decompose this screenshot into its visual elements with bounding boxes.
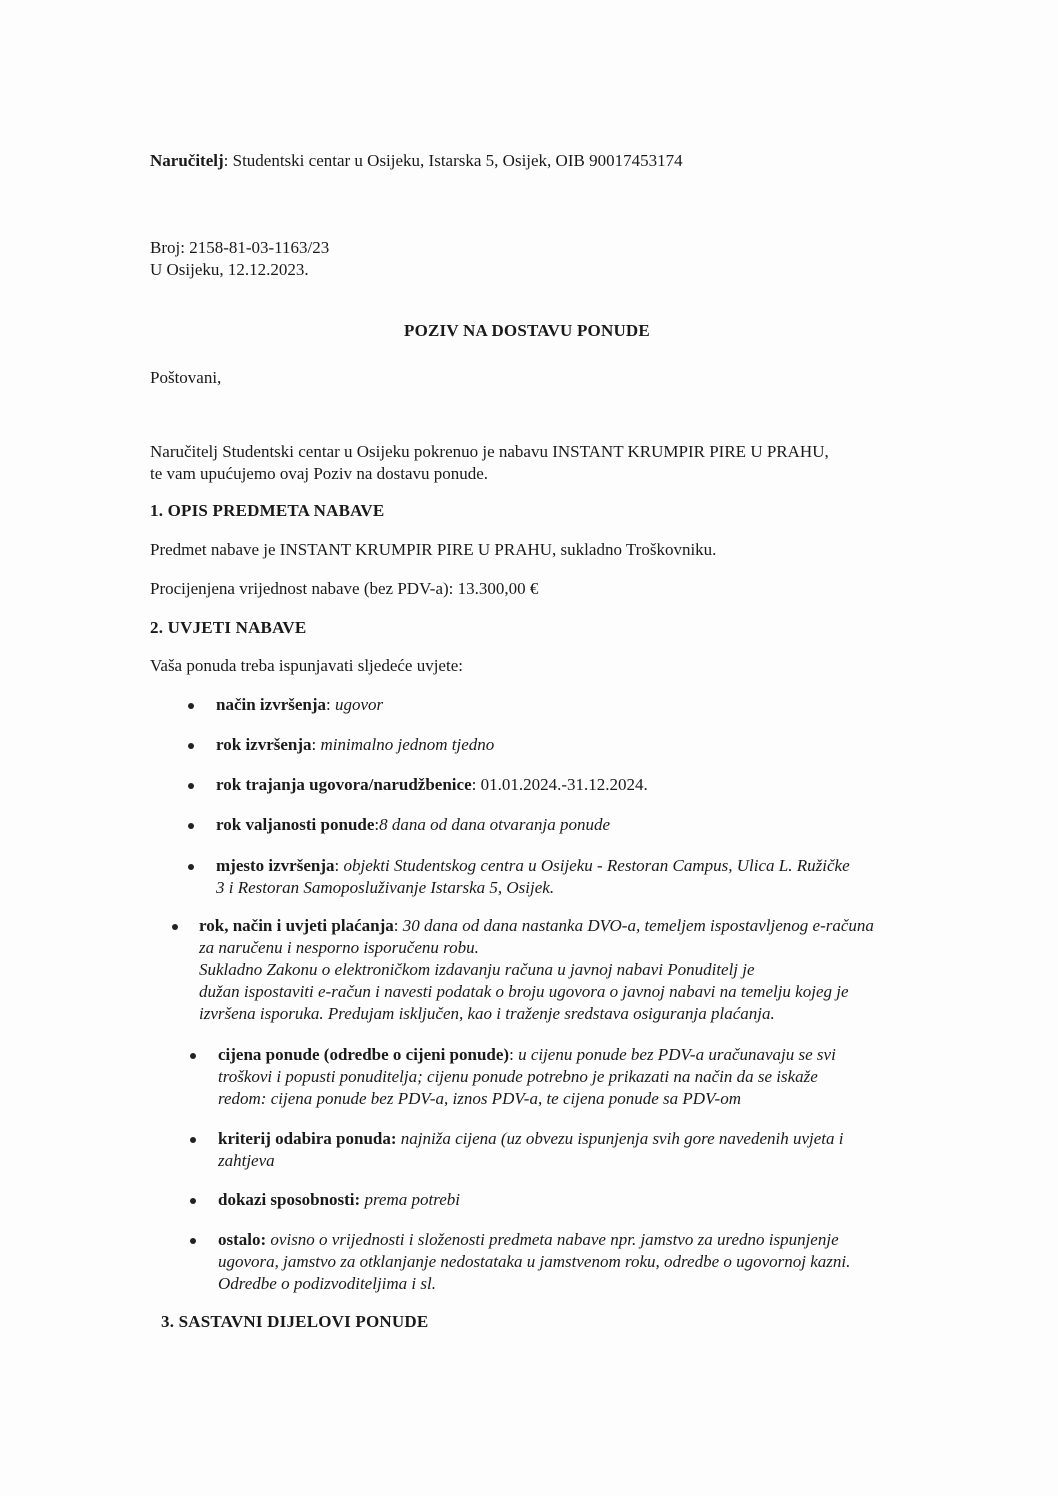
section-2-heading: 2. UVJETI NABAVE bbox=[150, 618, 307, 637]
intro-line-2: te vam upućujemo ovaj Poziv na dostavu ponude. bbox=[150, 464, 489, 483]
bullet-icon bbox=[190, 1198, 196, 1204]
condition-other-line-2: ugovora, jamstvo za otklanjanje nedostataka u jamstvenom roku, odredbe o ugovornoj kazni. bbox=[218, 1252, 851, 1271]
section-1-heading: 1. OPIS PREDMETA NABAVE bbox=[150, 501, 385, 520]
estimated-value: Procijenjena vrijednost nabave (bez PDV-a): 13.300,00 € bbox=[150, 579, 539, 598]
reference-number: Broj: 2158-81-03-1163/23 bbox=[150, 238, 330, 257]
bullet-icon bbox=[188, 743, 194, 749]
condition-price-line-2: troškovi i popusti ponuditelja; cijenu ponude potrebno je prikazati na način da se iskaže bbox=[218, 1067, 818, 1086]
condition-execution-method: način izvršenja: ugovor bbox=[216, 695, 384, 714]
condition-other: ostalo: ovisno o vrijednosti i složenosti predmeta nabave npr. jamstvo za uredno ispunjenje bbox=[218, 1230, 839, 1249]
place-date: U Osijeku, 12.12.2023. bbox=[150, 260, 309, 279]
client-text: : Studentski centar u Osijeku, Istarska 5, Osijek, OIB 90017453174 bbox=[223, 151, 683, 170]
bullet-icon bbox=[188, 703, 194, 709]
condition-execution-deadline: rok izvršenja: minimalno jednom tjedno bbox=[216, 735, 495, 754]
conditions-intro: Vaša ponuda treba ispunjavati sljedeće uvjete: bbox=[150, 656, 463, 675]
bullet-icon bbox=[190, 1137, 196, 1143]
bullet-icon bbox=[190, 1053, 196, 1059]
condition-capability-evidence: dokazi sposobnosti: prema potrebi bbox=[218, 1190, 460, 1209]
condition-place-of-execution: mjesto izvršenja: objekti Studentskog centra u Osijeku - Restoran Campus, Ulica L. Ružičke bbox=[216, 856, 850, 875]
condition-other-line-3: Odredbe o podizvoditeljima i sl. bbox=[218, 1274, 436, 1293]
greeting: Poštovani, bbox=[150, 368, 222, 387]
condition-price-line-3: redom: cijena ponude bez PDV-a, iznos PDV-a, te cijena ponude sa PDV-om bbox=[218, 1089, 741, 1108]
section-3-heading: 3. SASTAVNI DIJELOVI PONUDE bbox=[161, 1312, 429, 1331]
condition-payment-terms-line-5: izvršena isporuka. Predujam isključen, kao i traženje sredstava osiguranja plaćanja. bbox=[199, 1004, 775, 1023]
intro-line-1: Naručitelj Studentski centar u Osijeku pokrenuo je nabavu INSTANT KRUMPIR PIRE U PRAHU, bbox=[150, 442, 829, 461]
condition-payment-terms: rok, način i uvjeti plaćanja: 30 dana od dana nastanka DVO-a, temeljem ispostavljenog e-računa bbox=[199, 916, 874, 935]
condition-contract-duration: rok trajanja ugovora/narudžbenice: 01.01.2024.-31.12.2024. bbox=[216, 775, 648, 794]
condition-place-of-execution-cont: 3 i Restoran Samoposluživanje Istarska 5, Osijek. bbox=[216, 878, 555, 897]
condition-payment-terms-line-3: Sukladno Zakonu o elektroničkom izdavanju računa u javnoj nabavi Ponuditelj je bbox=[199, 960, 755, 979]
bullet-icon bbox=[188, 783, 194, 789]
client-label: Naručitelj bbox=[150, 151, 224, 170]
document-title: POZIV NA DOSTAVU PONUDE bbox=[404, 321, 650, 340]
condition-offer-validity: rok valjanosti ponude:8 dana od dana otvaranja ponude bbox=[216, 815, 611, 834]
condition-payment-terms-line-4: dužan ispostaviti e-račun i navesti podatak o broju ugovora o javnoj nabavi na temelju kojeg je bbox=[199, 982, 849, 1001]
bullet-icon bbox=[188, 823, 194, 829]
condition-selection-criteria: kriterij odabira ponuda: najniža cijena (uz obvezu ispunjenja svih gore navedenih uvjeta i bbox=[218, 1129, 844, 1148]
bullet-icon bbox=[188, 864, 194, 870]
condition-selection-criteria-line-2: zahtjeva bbox=[218, 1151, 275, 1170]
condition-payment-terms-line-2: za naručenu i nesporno isporučenu robu. bbox=[199, 938, 479, 957]
condition-price: cijena ponude (odredbe o cijeni ponude): u cijenu ponude bez PDV-a uračunavaju se svi bbox=[218, 1045, 836, 1064]
client-line bbox=[150, 150, 683, 172]
subject-text: Predmet nabave je INSTANT KRUMPIR PIRE U PRAHU, sukladno Troškovniku. bbox=[150, 540, 717, 559]
bullet-icon bbox=[190, 1238, 196, 1244]
bullet-icon bbox=[172, 924, 178, 930]
